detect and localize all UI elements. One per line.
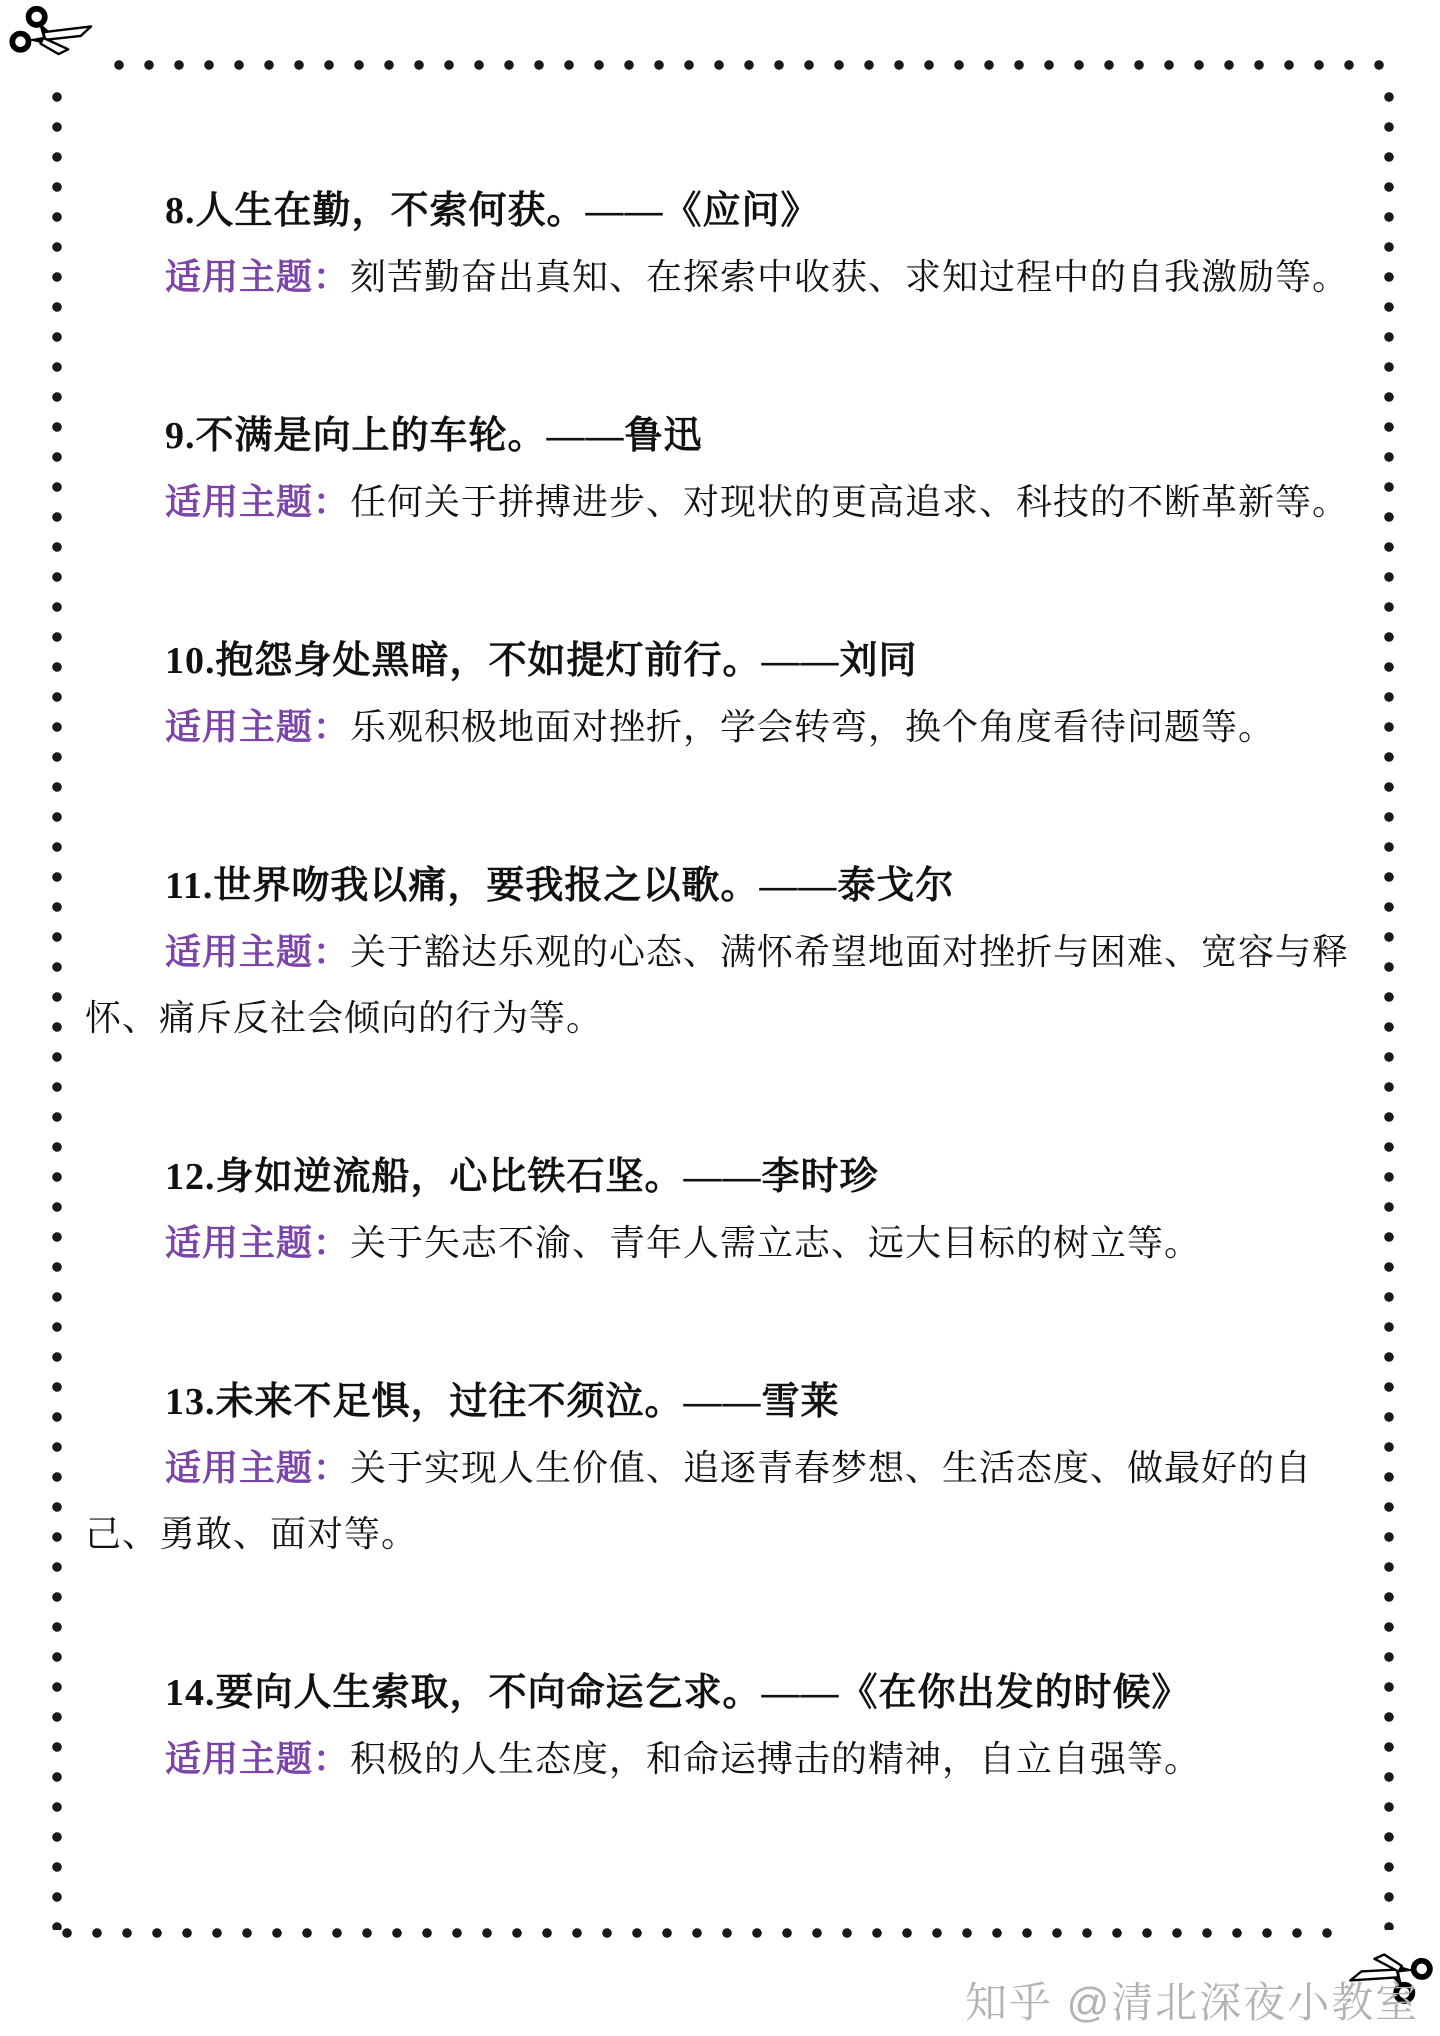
quote-heading: 11.世界吻我以痛，要我报之以歌。——泰戈尔	[165, 865, 955, 907]
theme-paragraph	[85, 1210, 1357, 1276]
quote-heading: 14.要向人生索取，不向命运乞求。——《在你出发的时候》	[165, 1672, 1191, 1714]
theme-paragraph	[85, 1726, 1357, 1792]
quote-item	[85, 403, 1357, 535]
quote-heading: 8.人生在勤，不索何获。——《应问》	[165, 190, 820, 232]
theme-label: 适用主题：	[165, 932, 351, 972]
theme-text: 乐观积极地面对挫折，学会转弯，换个角度看待问题等。	[350, 707, 1276, 747]
theme-label: 适用主题：	[165, 1223, 351, 1263]
theme-paragraph	[85, 694, 1357, 760]
theme-text: 关于矢志不渝、青年人需立志、远大目标的树立等。	[350, 1223, 1202, 1263]
theme-text: 关于实现人生价值、追逐青春梦想、生活态度、做最好的自己、勇敢、面对等。	[85, 1448, 1313, 1554]
theme-label: 适用主题：	[165, 1739, 351, 1779]
theme-label: 适用主题：	[165, 482, 351, 522]
quote-list	[85, 0, 1357, 1792]
theme-paragraph	[85, 919, 1357, 1051]
scissors-icon	[8, 4, 94, 71]
dotted-border-left	[52, 82, 62, 1930]
dotted-border-bottom	[52, 1928, 1352, 1938]
watermark: 知乎 @清北深夜小教室	[965, 1979, 1420, 2026]
theme-text: 任何关于拼搏进步、对现状的更高追求、科技的不断革新等。	[350, 482, 1350, 522]
theme-label: 适用主题：	[165, 1448, 351, 1488]
theme-paragraph	[85, 244, 1357, 310]
quote-heading: 10.抱怨身处黑暗，不如提灯前行。——刘同	[165, 640, 918, 682]
theme-text: 积极的人生态度，和命运搏击的精神，自立自强等。	[350, 1739, 1202, 1779]
theme-paragraph	[85, 469, 1357, 535]
quote-item	[85, 178, 1357, 310]
quote-item	[85, 1660, 1357, 1792]
quote-heading: 12.身如逆流船，心比铁石坚。——李时珍	[165, 1156, 879, 1198]
theme-label: 适用主题：	[165, 707, 351, 747]
quote-item	[85, 1144, 1357, 1276]
theme-paragraph	[85, 1435, 1357, 1567]
quote-item	[85, 853, 1357, 1051]
dotted-border-right	[1384, 82, 1394, 1930]
theme-text: 关于豁达乐观的心态、满怀希望地面对挫折与困难、宽容与释怀、痛斥反社会倾向的行为等。	[85, 932, 1350, 1038]
quote-heading: 9.不满是向上的车轮。——鲁迅	[165, 415, 703, 457]
quote-heading: 13.未来不足惧，过往不须泣。——雪莱	[165, 1381, 840, 1423]
theme-text: 刻苦勤奋出真知、在探索中收获、求知过程中的自我激励等。	[350, 257, 1350, 297]
theme-label: 适用主题：	[165, 257, 351, 297]
quote-item	[85, 628, 1357, 760]
quote-item	[85, 1369, 1357, 1567]
